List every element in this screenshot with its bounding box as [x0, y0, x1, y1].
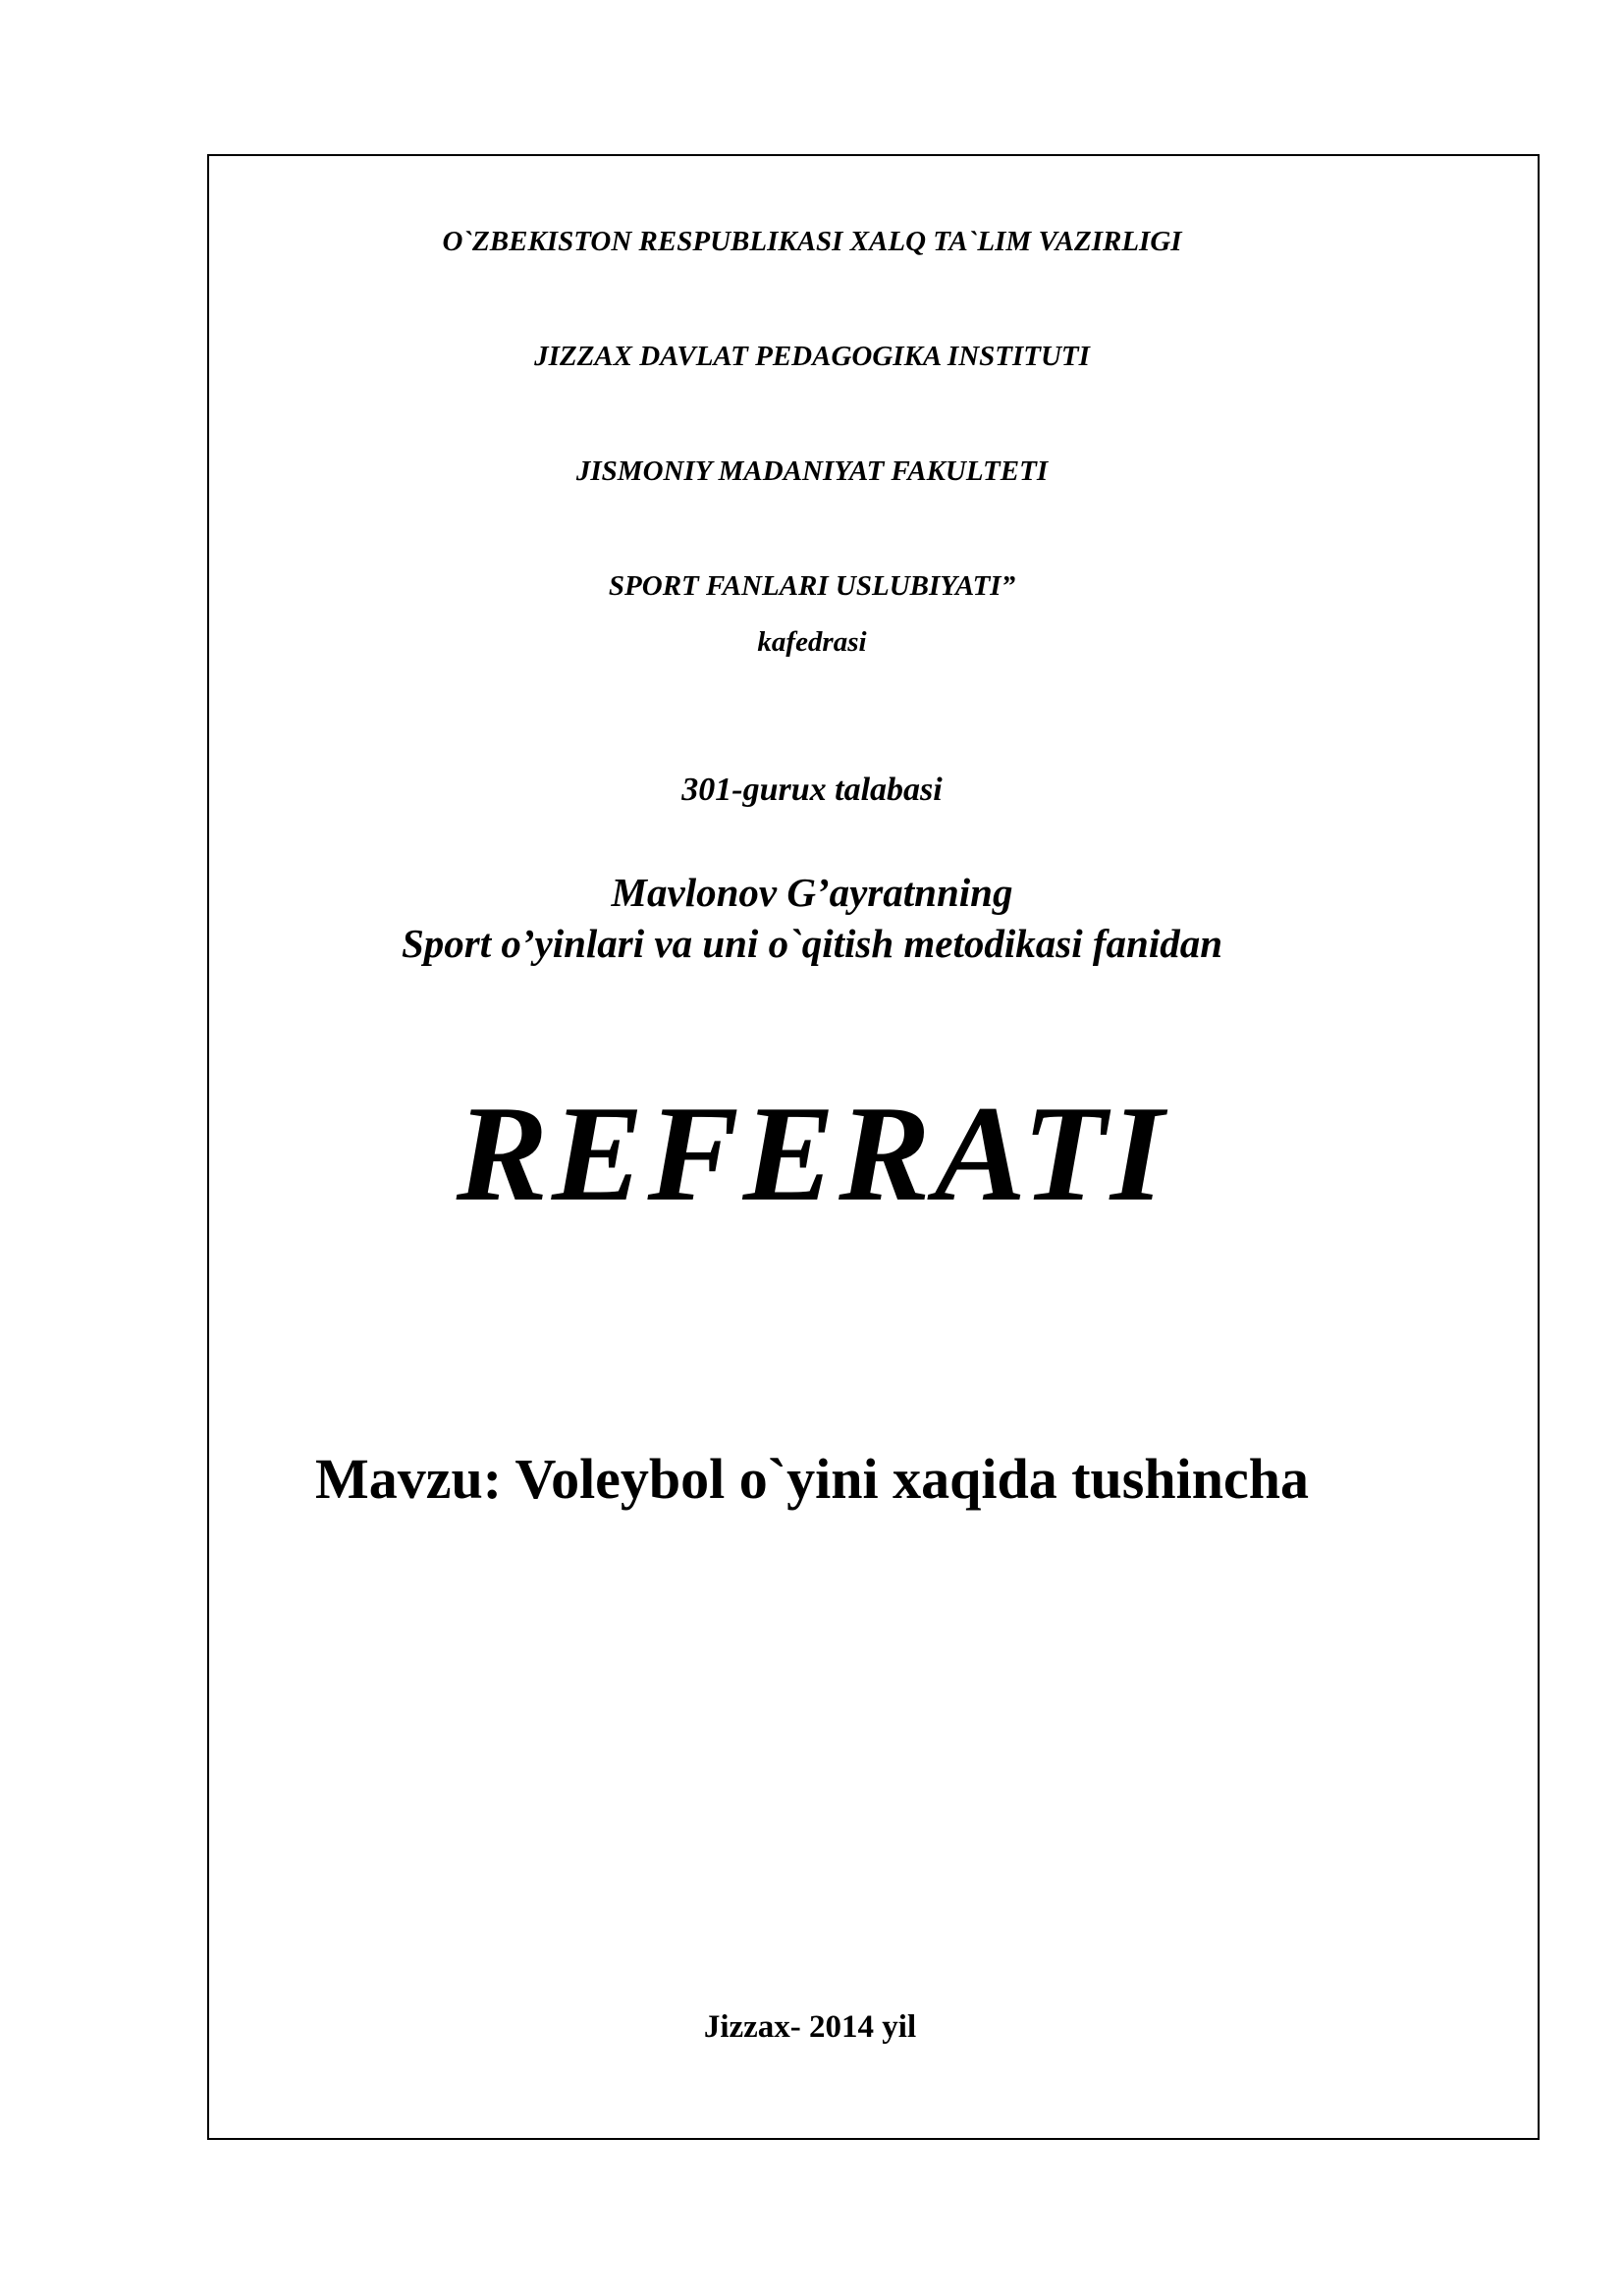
topic-line: Mavzu: Voleybol o`yini xaqida tushincha — [315, 1447, 1309, 1511]
faculty-heading: JISMONIY MADANIYAT FAKULTETI — [575, 455, 1049, 487]
department-suffix: kafedrasi — [757, 626, 867, 658]
document-title: REFERATI — [456, 1078, 1168, 1230]
student-group: 301-gurux talabasi — [681, 772, 943, 808]
ministry-heading: O`ZBEKISTON RESPUBLIKASI XALQ TA`LIM VAZIRLIGI — [442, 226, 1182, 257]
institute-heading: JIZZAX DAVLAT PEDAGOGIKA INSTITUTI — [534, 341, 1090, 372]
department-heading: SPORT FANLARI USLUBIYATI” — [608, 570, 1016, 602]
footer-place-year: Jizzax- 2014 yil — [703, 2009, 917, 2045]
student-name: Mavlonov G’ayratnning — [611, 870, 1013, 915]
subject-line: Sport o’yinlari va uni o`qitish metodikasi fanidan — [401, 921, 1223, 966]
